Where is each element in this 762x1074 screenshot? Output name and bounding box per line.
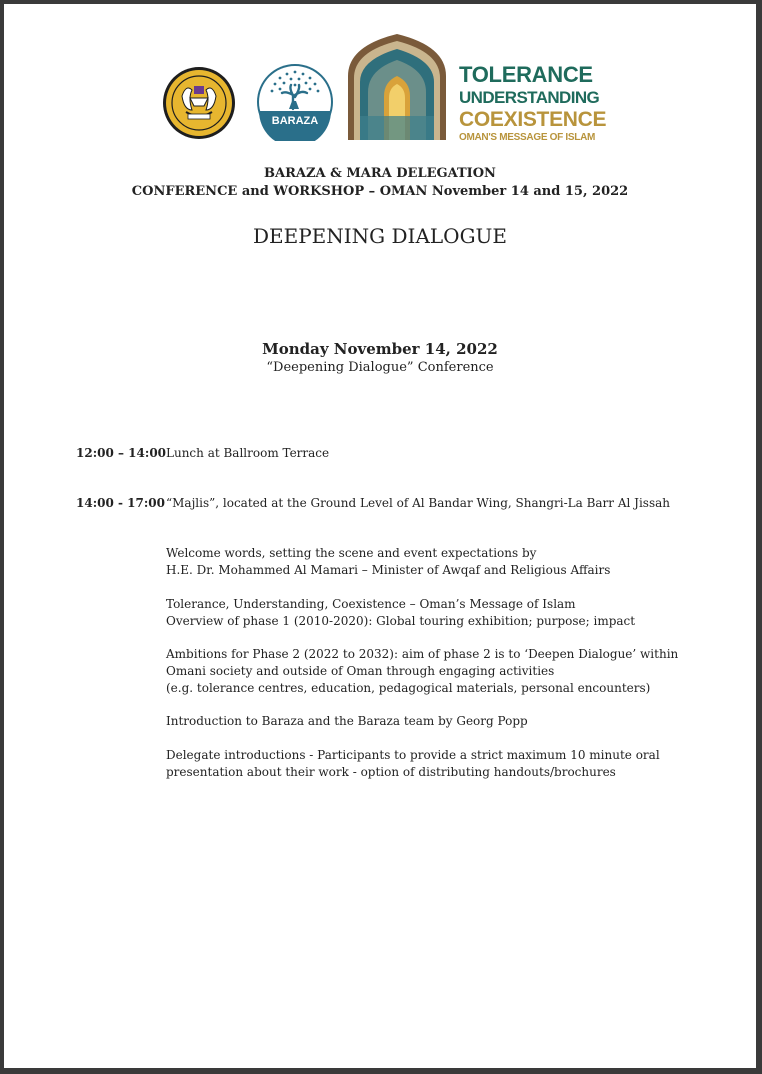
agenda-line: Overview of phase 1 (2010-2020): Global touring exhibition; purpose; impact	[166, 614, 636, 628]
document-title: DEEPENING DIALOGUE	[252, 224, 507, 248]
conference-heading: CONFERENCE and WORKSHOP – OMAN November 14 and 15, 2022	[131, 184, 629, 199]
agenda-line: H.E. Dr. Mohammed Al Mamari – Minister of Awqaf and Religious Affairs	[166, 563, 611, 577]
schedule-time: 12:00 – 14:00	[76, 446, 167, 460]
schedule-time: 14:00 - 17:00	[76, 496, 165, 510]
day-date: Monday November 14, 2022	[262, 340, 498, 358]
agenda-line: Omani society and outside of Oman through engaging activities	[166, 664, 555, 678]
logo-banner	[4, 32, 756, 144]
baraza-logo	[256, 63, 334, 141]
agenda-line: Ambitions for Phase 2 (2022 to 2032): aim of phase 2 is to ‘Deepen Dialogue’ within	[166, 647, 679, 661]
oman-emblem-logo	[162, 66, 236, 140]
logo-coexistence: COEXISTENCE	[459, 108, 607, 131]
schedule-item: “Majlis”, located at the Ground Level of Al Bandar Wing, Shangri-La Barr Al Jissah	[166, 496, 671, 510]
agenda-line: Delegate introductions - Participants to provide a strict maximum 10 minute oral	[166, 748, 660, 762]
baraza-label: BARAZA	[271, 115, 319, 127]
arch-mosaic-image	[346, 32, 448, 140]
day-subtitle: “Deepening Dialogue” Conference	[266, 360, 494, 375]
agenda-line: (e.g. tolerance centres, education, pedagogical materials, personal encounters)	[166, 681, 651, 695]
document-page	[4, 4, 756, 1068]
agenda-line: Tolerance, Understanding, Coexistence – Oman’s Message of Islam	[166, 597, 576, 611]
exhibition-logo-text	[457, 62, 617, 142]
schedule-item: Lunch at Ballroom Terrace	[166, 446, 330, 460]
logo-understanding: UNDERSTANDING	[459, 88, 600, 107]
agenda-line: Welcome words, setting the scene and event expectations by	[166, 546, 537, 560]
logo-tolerance: TOLERANCE	[459, 62, 593, 87]
delegation-heading: BARAZA & MARA DELEGATION	[264, 166, 496, 181]
agenda-line: Introduction to Baraza and the Baraza team by Georg Popp	[166, 714, 528, 728]
agenda-line: presentation about their work - option of distributing handouts/brochures	[166, 765, 616, 779]
logo-tagline: OMAN'S MESSAGE OF ISLAM	[459, 132, 596, 143]
